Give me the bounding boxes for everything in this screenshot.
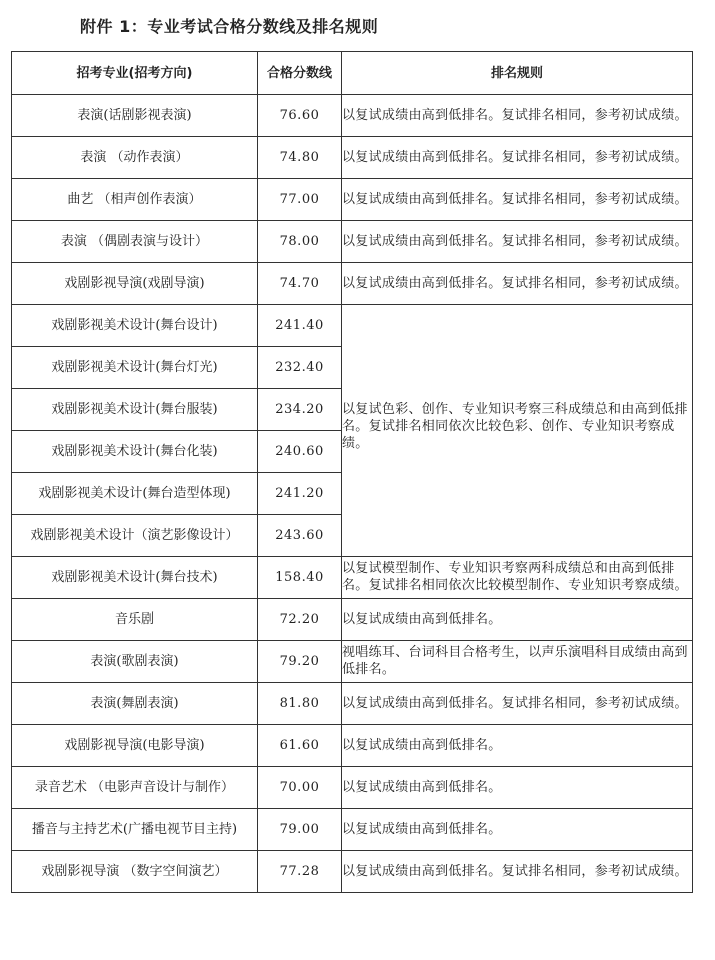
score-cell: 243.60 [258, 515, 342, 557]
table-row [12, 305, 693, 347]
major-cell: 戏剧影视美术设计(舞台灯光) [12, 347, 258, 389]
major-cell: 表演 （偶剧表演与设计） [12, 221, 258, 263]
major-cell: 表演(歌剧表演) [12, 641, 258, 683]
table-row [12, 725, 693, 767]
score-cell: 77.28 [258, 851, 342, 893]
major-cell: 音乐剧 [12, 599, 258, 641]
major-cell: 播音与主持艺术(广播电视节目主持) [12, 809, 258, 851]
major-cell: 表演(舞剧表演) [12, 683, 258, 725]
score-cell: 241.40 [258, 305, 342, 347]
table-row [12, 809, 693, 851]
header-rule: 排名规则 [342, 52, 693, 95]
major-cell: 戏剧影视美术设计(舞台设计) [12, 305, 258, 347]
rule-cell: 以复试成绩由高到低排名。 [342, 725, 693, 767]
rule-cell: 以复试成绩由高到低排名。 [342, 599, 693, 641]
major-cell: 戏剧影视美术设计（演艺影像设计） [12, 515, 258, 557]
major-cell: 戏剧影视美术设计(舞台造型体现) [12, 473, 258, 515]
table-row [12, 263, 693, 305]
table-row [12, 221, 693, 263]
score-cell: 74.70 [258, 263, 342, 305]
table-row [12, 683, 693, 725]
major-cell: 录音艺术 （电影声音设计与制作） [12, 767, 258, 809]
rule-cell: 以复试成绩由高到低排名。复试排名相同，参考初试成绩。 [342, 221, 693, 263]
rule-cell: 以复试成绩由高到低排名。复试排名相同，参考初试成绩。 [342, 95, 693, 137]
table-row [12, 851, 693, 893]
score-cell: 79.20 [258, 641, 342, 683]
table-row [12, 767, 693, 809]
table-row [12, 95, 693, 137]
rule-cell: 以复试成绩由高到低排名。复试排名相同，参考初试成绩。 [342, 179, 693, 221]
table-header-row [12, 52, 693, 95]
table-row [12, 641, 693, 683]
major-cell: 表演(话剧影视表演) [12, 95, 258, 137]
major-cell: 戏剧影视美术设计(舞台技术) [12, 557, 258, 599]
table-row [12, 557, 693, 599]
rule-cell: 以复试成绩由高到低排名。复试排名相同，参考初试成绩。 [342, 683, 693, 725]
score-cell: 232.40 [258, 347, 342, 389]
rule-cell: 以复试成绩由高到低排名。复试排名相同，参考初试成绩。 [342, 137, 693, 179]
rule-cell: 以复试成绩由高到低排名。复试排名相同，参考初试成绩。 [342, 851, 693, 893]
header-score: 合格分数线 [258, 52, 342, 95]
score-cell: 241.20 [258, 473, 342, 515]
major-cell: 戏剧影视美术设计(舞台化装) [12, 431, 258, 473]
major-cell: 表演 （动作表演） [12, 137, 258, 179]
score-cell: 81.80 [258, 683, 342, 725]
score-cell: 74.80 [258, 137, 342, 179]
merged-rule-cell: 以复试色彩、创作、专业知识考察三科成绩总和由高到低排名。复试排名相同依次比较色彩、创作、专业知识考察成绩。 [342, 305, 693, 557]
major-cell: 戏剧影视导演 （数字空间演艺） [12, 851, 258, 893]
table-row [12, 179, 693, 221]
score-table [11, 51, 693, 893]
score-cell: 70.00 [258, 767, 342, 809]
table-row [12, 599, 693, 641]
score-cell: 76.60 [258, 95, 342, 137]
major-cell: 戏剧影视导演(电影导演) [12, 725, 258, 767]
rule-cell: 以复试模型制作、专业知识考察两科成绩总和由高到低排名。复试排名相同依次比较模型制作、专业知识考察成绩。 [342, 557, 693, 599]
major-cell: 曲艺 （相声创作表演） [12, 179, 258, 221]
score-cell: 78.00 [258, 221, 342, 263]
rule-cell: 视唱练耳、台词科目合格考生，以声乐演唱科目成绩由高到低排名。 [342, 641, 693, 683]
rule-cell: 以复试成绩由高到低排名。 [342, 809, 693, 851]
score-cell: 234.20 [258, 389, 342, 431]
table-row [12, 137, 693, 179]
major-cell: 戏剧影视美术设计(舞台服装) [12, 389, 258, 431]
major-cell: 戏剧影视导演(戏剧导演) [12, 263, 258, 305]
score-cell: 240.60 [258, 431, 342, 473]
document-title: 附件 1：专业考试合格分数线及排名规则 [80, 17, 379, 36]
score-cell: 158.40 [258, 557, 342, 599]
header-major: 招考专业(招考方向) [12, 52, 258, 95]
score-cell: 77.00 [258, 179, 342, 221]
score-cell: 72.20 [258, 599, 342, 641]
rule-cell: 以复试成绩由高到低排名。 [342, 767, 693, 809]
score-cell: 79.00 [258, 809, 342, 851]
rule-cell: 以复试成绩由高到低排名。复试排名相同，参考初试成绩。 [342, 263, 693, 305]
score-cell: 61.60 [258, 725, 342, 767]
